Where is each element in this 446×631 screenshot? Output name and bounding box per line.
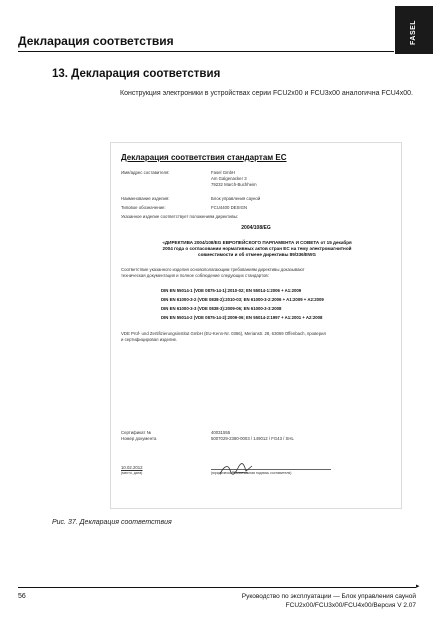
figure-caption: Рис. 37. Декларация соответствия <box>52 519 172 526</box>
section-title: 13. Декларация соответствия <box>52 68 221 80</box>
certificate-value: 40031555 <box>211 430 231 435</box>
certificate-label: Сертификат № <box>121 430 152 435</box>
date-value: 10.02.2012 <box>121 465 143 470</box>
footer-divider <box>18 587 416 588</box>
standard-item: DIN EN 55014-1 (VDE 0875-14-1):2010-02; EN 55014-1:2006 + A1:2009 <box>161 288 302 293</box>
vde-note: VDE Prüf- und Zertifizierungsinstitut GmbH (EU-Kenn-Nr. 0366), Merianstr. 28, 63069 Offenbach, проверил <box>121 331 326 336</box>
footer-manual-title: Руководство по эксплуатации — Блок управления сауной <box>241 593 416 600</box>
standard-item: DIN EN 61000-3-2 (VDE 0838-2):2010-03; EN 61000-3-2:2006 + A1:2009 + A2:2009 <box>161 297 324 302</box>
field-value: Am Galgenacker 3 <box>211 176 247 181</box>
directive-line: совместимости и об отмене директивы 89/336/EWG <box>198 252 316 257</box>
arrow-right-icon: ▸ <box>416 583 420 590</box>
logo-text: FASEL <box>410 19 417 45</box>
header-divider <box>18 51 394 52</box>
standards-intro: Соответствие указанного изделия основополагающим требованиям директивы доказывают <box>121 267 305 272</box>
directive-line: 2004 года о согласовании нормативных актов стран ЕС на тему электромагнитной <box>162 246 352 251</box>
field-label: Типовое обозначение: <box>121 205 166 210</box>
page-number: 56 <box>18 593 26 600</box>
standard-item: DIN EN 55014-2 (VDE 0875-14-2):2009-06; EN 55014-2:1997 + A1:2001 + A2:2008 <box>161 315 323 320</box>
vde-note: и сертифицировал изделие. <box>121 337 178 342</box>
signature-label: (юридически обязательная подпись составителя) <box>211 471 292 475</box>
field-value: 79232 March-Buchheim <box>211 182 257 187</box>
docnum-label: Номер документа <box>121 436 157 441</box>
section-text: Конструкция электроники в устройствах серии FCU2x00 и FCU3x00 аналогична FCU4x00. <box>120 90 413 97</box>
field-value: Блок управления сауной <box>211 196 261 201</box>
field-value: Fasel GmbH <box>211 170 236 175</box>
declaration-document <box>110 142 402 509</box>
signature-image <box>218 462 258 478</box>
standard-item: DIN EN 61000-3-3 (VDE 0838-3):2009-06; EN 61000-3-3:2008 <box>161 306 282 311</box>
page-header-title: Декларация соответствия <box>18 34 174 48</box>
date-label: (место, дата) <box>121 471 143 475</box>
directive-line: «ДИРЕКТИВА 2004/108/ЕG ЕВРОПЕЙСКОГО ПАРЛАМЕНТА И СОВЕТА от 15 декабря <box>162 240 352 245</box>
docnum-value: 5007029-2380-0003 / 149012 / FG43 / SHL <box>211 436 294 441</box>
directive-number: 2004/108/EG <box>241 225 271 231</box>
declaration-heading: Декларация соответствия стандартам ЕС <box>121 153 287 162</box>
field-label: Имя/адрес составителя: <box>121 170 170 175</box>
conform-note: Указанное изделие соответствует положениям директивы: <box>121 214 239 219</box>
footer-version: FCU2x00/FCU3x00/FCU4x00/Версия V 2.07 <box>285 602 416 609</box>
field-label: Наименование изделия: <box>121 196 170 201</box>
standards-intro: техническая документация и полное соблюдение следующих стандартов: <box>121 273 269 278</box>
field-value: FCU4400 DESIGN <box>211 205 248 210</box>
